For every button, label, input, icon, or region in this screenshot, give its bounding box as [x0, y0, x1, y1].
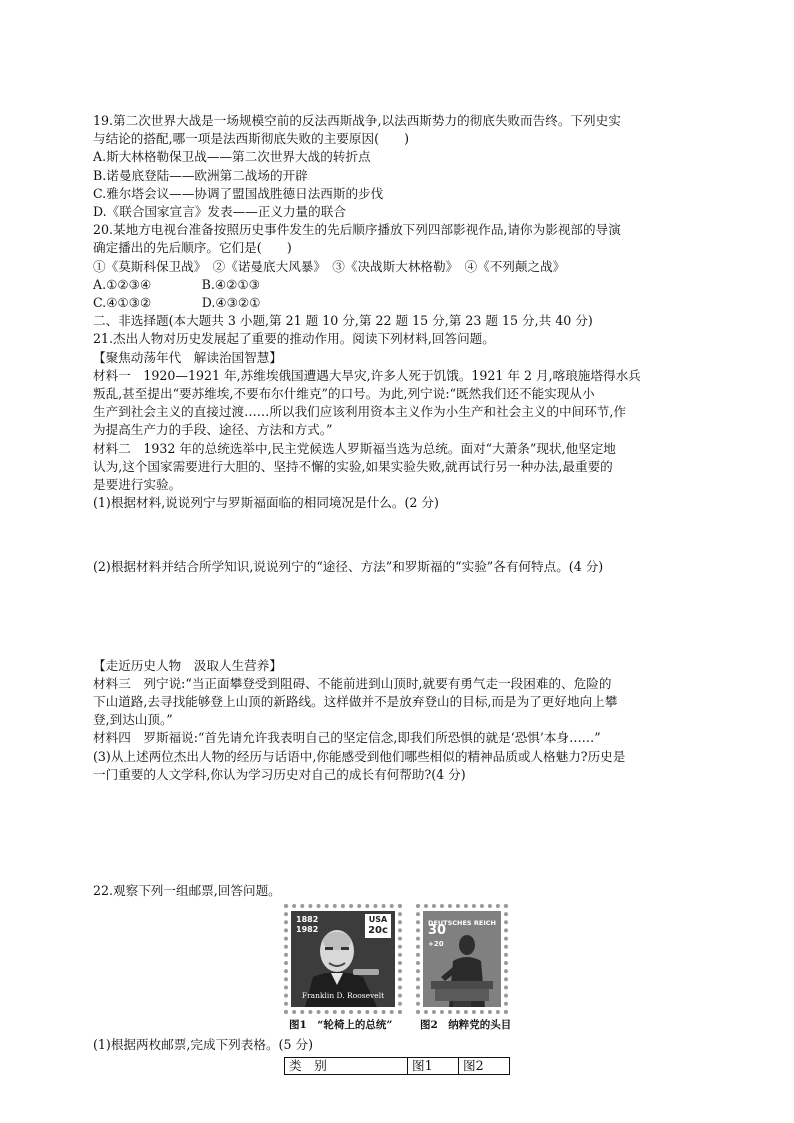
section2-heading: 二、非选择题(本大题共 3 小题,第 21 题 10 分,第 22 题 15 分,第 23 题 15 分,共 40 分)	[93, 313, 593, 329]
stamp2-country: DEUTSCHES REICH	[428, 919, 496, 928]
stamp1-name: Franklin D. Roosevelt	[301, 991, 385, 1001]
q21-material2-line3: 是要进行实验。	[93, 477, 182, 493]
q20-stem-line2: 确定播出的先后顺序。它们是( )	[93, 240, 292, 256]
roosevelt-stamp	[284, 904, 402, 1014]
figure2-caption: 图2 纳粹党的头目	[420, 1019, 512, 1032]
table-header-fig2: 图2	[459, 1057, 510, 1074]
figure1-caption: 图1 “轮椅上的总统”	[289, 1019, 393, 1032]
stamp2-value: 30 +20	[428, 923, 447, 949]
hitler-stamp	[416, 904, 508, 1014]
q21-material1-line1: 材料一 1920—1921 年,苏维埃俄国遭遇大旱灾,许多人死于饥饿。1921 年 2 月,喀琅施塔得水兵	[93, 367, 641, 383]
q21-stem: 21.杰出人物对历史发展起了重要的推动作用。阅读下列材料,回答问题。	[93, 331, 495, 347]
classification-table	[284, 1057, 510, 1075]
q21-material3-line1: 材料三 列宁说:“当正面攀登受到阻碍、不能前进到山顶时,就要有勇气走一段困难的、危险的	[93, 675, 612, 691]
q21-sub2: (2)根据材料并结合所学知识,说说列宁的“途径、方法”和罗斯福的“实验”各有何特点。(4 分)	[93, 559, 604, 575]
q20-options-row1: A.①②③④ B.④②①③	[93, 276, 261, 292]
q21-sub3-line2: 一门重要的人文学科,你认为学习历史对自己的成长有何帮助?(4 分)	[93, 766, 466, 782]
q19-option-b: B.诺曼底登陆——欧洲第二战场的开辟	[93, 167, 308, 183]
q21-sub3-line1: (3)从上述两位杰出人物的经历与话语中,你能感受到他们哪些相似的精神品质或人格魅力?历史是	[93, 748, 626, 764]
q21-material3-line3: 登,到达山顶。”	[93, 712, 173, 728]
stamp-figures	[93, 904, 713, 1036]
q20-works: ①《莫斯科保卫战》 ②《诺曼底大风暴》 ③《决战斯大林格勒》 ④《不列颠之战》	[93, 258, 566, 274]
q19-option-a: A.斯大林格勒保卫战——第二次世界大战的转折点	[93, 149, 371, 165]
q22-stem: 22.观察下列一组邮票,回答问题。	[93, 883, 281, 899]
table-header-fig1: 图1	[408, 1057, 459, 1074]
q19-stem-line2: 与结论的搭配,哪一项是法西斯彻底失败的主要原因( )	[93, 131, 410, 147]
q19-option-d: D.《联合国家宣言》发表——正义力量的联合	[93, 204, 346, 220]
q21-theme1: 【聚焦动荡年代 解读治国智慧】	[93, 349, 282, 365]
hitler-stamp-image	[423, 911, 501, 1007]
stamp1-years: 1882 1982	[296, 915, 319, 935]
exam-page	[93, 112, 713, 1075]
q21-material3-line2: 下山道路,去寻找能够登上山顶的新路线。这样做并不是放弃登山的目标,而是为了更好地向上攀	[93, 694, 618, 710]
q20-stem-line1: 20.某地方电视台准备按照历史事件发生的先后顺序播放下列四部影视作品,请你为影视部的导演	[93, 222, 621, 238]
q21-material4-line1: 材料四 罗斯福说:“首先请允许我表明自己的坚定信念,即我们所恐惧的就是‘恐惧’本身……”	[93, 730, 601, 746]
q21-material2-line1: 材料二 1932 年的总统选举中,民主党候选人罗斯福当选为总统。面对“大萧条”现状,他坚定地	[93, 440, 616, 456]
answer-space-2	[93, 577, 713, 657]
q21-material1-line3: 生产到社会主义的直接过渡……所以我们应该利用资本主义作为小生产和社会主义的中间环节,作	[93, 404, 626, 420]
q21-material2-line2: 认为,这个国家需要进行大胆的、坚持不懈的实验,如果实验失败,就再试行另一种办法,最重要的	[93, 458, 613, 474]
q22-sub1: (1)根据两枚邮票,完成下列表格。(5 分)	[93, 1037, 313, 1053]
table-row	[285, 1057, 510, 1074]
q21-material1-line2: 叛乱,甚至提出“要苏维埃,不要布尔什维克”的口号。为此,列宁说:“既然我们还不能实现从小	[93, 386, 595, 402]
q19-option-c: C.雅尔塔会议——协调了盟国战胜德日法西斯的步伐	[93, 185, 384, 201]
q21-theme2: 【走近历史人物 汲取人生营养】	[93, 657, 282, 673]
table-header-category: 类 别	[285, 1057, 408, 1074]
stamp1-value-box: USA 20c	[365, 914, 391, 938]
q21-sub1: (1)根据材料,说说列宁与罗斯福面临的相同境况是什么。(2 分)	[93, 495, 439, 511]
answer-space-1	[93, 512, 713, 558]
q21-material1-line4: 为提高生产力的手段、途径、方法和方式。”	[93, 422, 333, 438]
roosevelt-stamp-image	[291, 911, 395, 1007]
q19-stem-line1: 19.第二次世界大战是一场规模空前的反法西斯战争,以法西斯势力的彻底失败而告终。下列史实	[93, 113, 621, 128]
q20-options-row2: C.④①③② D.④③②①	[93, 295, 261, 311]
answer-space-3	[93, 784, 713, 882]
